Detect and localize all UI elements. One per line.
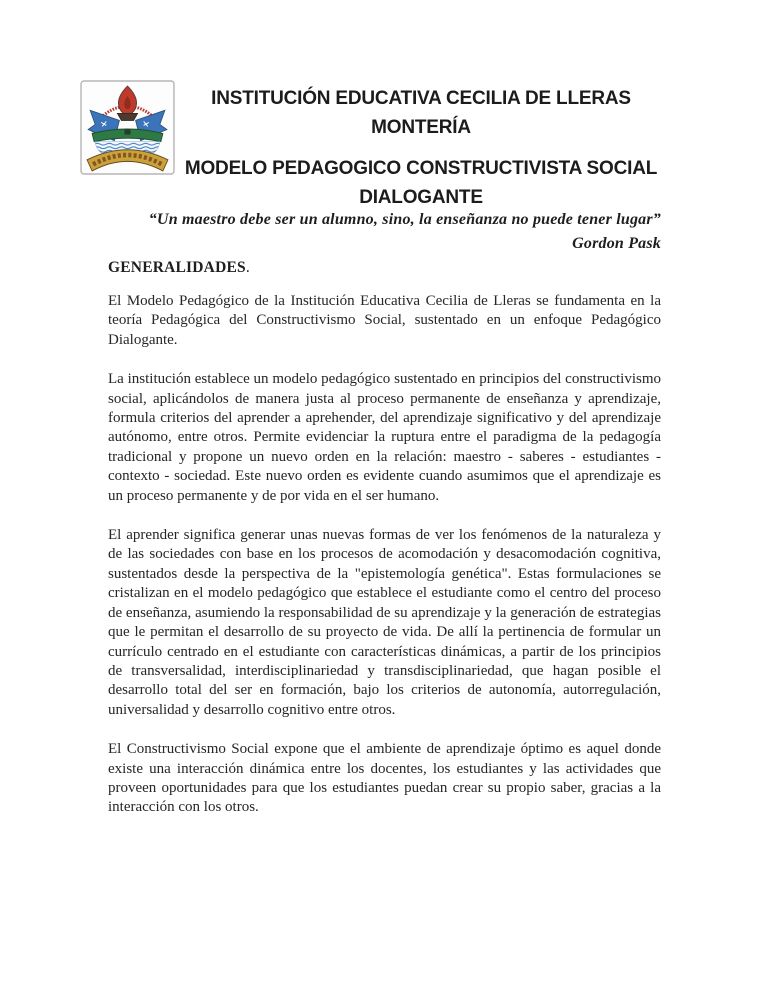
torch-base (117, 113, 137, 120)
paragraph-generalidades-3: El aprender significa generar unas nuevas formas de ver los fenómenos de la naturaleza y de las sociedades con base en los procesos de acomodación y desacomodación cognitiva, sustentados desde la perspectiva de la "epistemología genética". Estas formulaciones se cristalizan en el modelo pedagógico que establece el estudiante como el centro del proceso de enseñanza, asumiendo la responsabilidad de su aprendizaje y la generación de estrategias que le permitan el desarrollo de su proyecto de vida. De allí la pertinencia de formular un currículo centrado en el estudiante con características dinámicas, a partir de los principios de transversalidad, interdisciplinariedad y transdisciplinariedad, que hagan posible el desarrollo total del ser en formación, bajo los criterios de autonomía, autorregulación, universalidad y desarrollo cognitivo entre otros. (108, 527, 661, 718)
quote-text: “Un maestro debe ser un alumno, sino, la enseñanza no puede tener lugar” (148, 211, 661, 228)
paragraph-generalidades-4: El Constructivismo Social expone que el ambiente de aprendizaje óptimo es aquel donde existe una interacción dinámica entre los docentes, los estudiantes y las actividades que proveen oportunidades para que los estudiantes puedan crear su propio saber, gracias a la interacción con los otros. (108, 741, 661, 816)
epigraph (108, 208, 661, 256)
document-title-line1: MODELO PEDAGOGICO CONSTRUCTIVISTA SOCIAL (184, 158, 658, 179)
document-title-line2: DIALOGANTE (359, 187, 483, 208)
paragraph-generalidades-2: La institución establece un modelo pedagógico sustentado en principios del constructivismo social, aplicándolos de manera justa al proceso permanente de enseñanza y aprendizaje, formula criterios del aprender a aprehender, del aprendizaje significativo y del aprendizaje autónomo, entre otros. Permite evidenciar la ruptura entre el paradigma de la pedagogía tradicional y propone un nuevo orden en la relación: maestro - saberes - estudiantes - contexto - sociedad. Este nuevo orden es evidente cuando asumimos que el aprendizaje es un proceso permanente y de por vida en el ser humano. (108, 371, 661, 504)
paragraph-generalidades-1: El Modelo Pedagógico de la Institución Educativa Cecilia de Lleras se fundamenta en la teoría Pedagógica del Constructivismo Social, sustentado en un enfoque Pedagógico Dialogante. (108, 293, 661, 348)
section-heading-text: GENERALIDADES (108, 259, 246, 276)
institution-name: INSTITUCIÓN EDUCATIVA CECILIA DE LLERAS (211, 88, 631, 109)
institution-city: MONTERÍA (371, 117, 471, 138)
document-header (178, 84, 664, 212)
section-heading (108, 259, 250, 277)
school-crest-graphic (80, 80, 175, 175)
title-spacer (178, 142, 664, 154)
school-crest-logo (80, 80, 175, 175)
quote-attribution: Gordon Pask (572, 235, 661, 252)
boat-emblem (124, 130, 130, 135)
section-heading-period: . (245, 259, 250, 276)
document-body (108, 292, 661, 838)
